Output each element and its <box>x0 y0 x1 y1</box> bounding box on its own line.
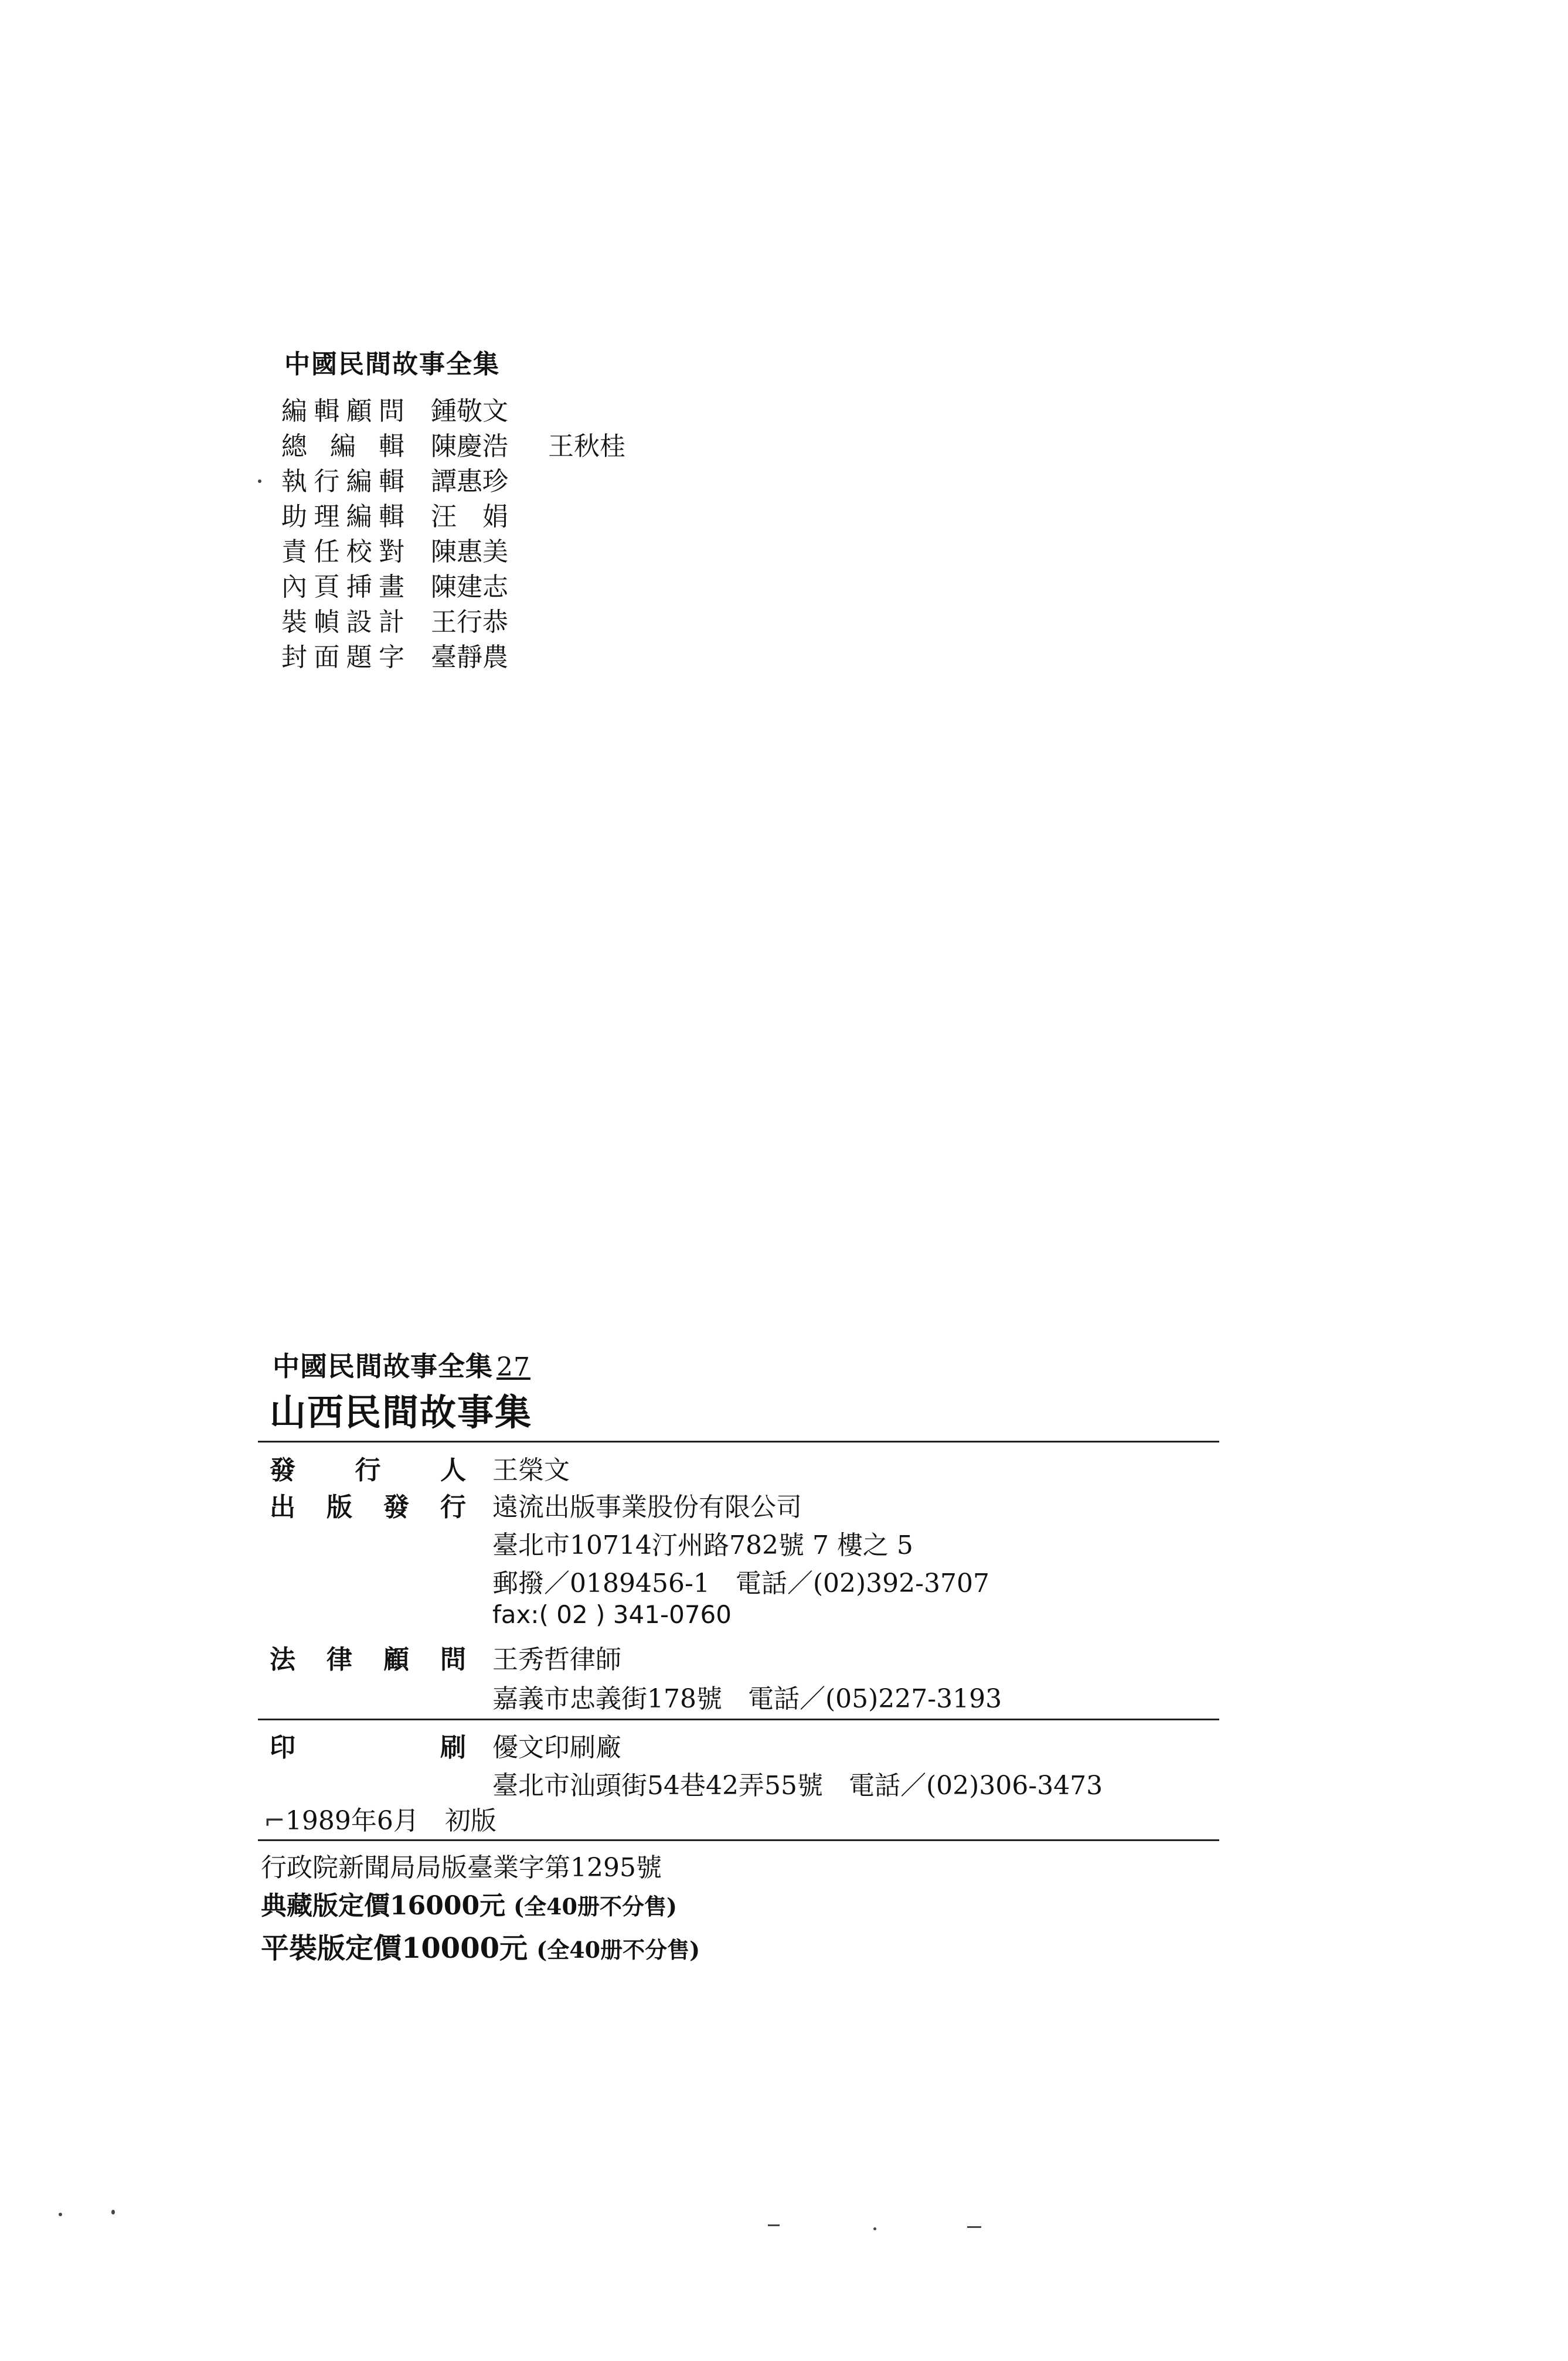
credit-name: 汪 娟 <box>431 502 508 532</box>
printer-name: 優文印刷廠 <box>492 1733 621 1763</box>
publisher-line <box>270 1449 1208 1484</box>
credit-name: 鍾敬文 <box>431 396 508 426</box>
scan-speck <box>258 479 261 483</box>
company-address: 臺北市10714汀州路782號 7 樓之 5 <box>492 1530 913 1560</box>
publisher-label: 發行人 <box>270 1455 466 1485</box>
scan-speck <box>967 2226 981 2228</box>
publisher-name: 王榮文 <box>492 1455 570 1485</box>
credit-role: 裝幀設計 <box>281 607 404 637</box>
credit-role: 編輯顧問 <box>281 396 404 426</box>
scan-speck <box>873 2227 876 2230</box>
colophon-series-name: 中國民間故事全集 <box>273 1350 493 1382</box>
scan-speck <box>111 2210 115 2214</box>
credit-name: 譚惠珍 <box>431 467 508 496</box>
price-deluxe-line <box>261 1884 677 1922</box>
rule-bottom <box>258 1839 1219 1841</box>
legal-name: 王秀哲律師 <box>492 1645 621 1675</box>
price-deluxe-note: (全40册不分售) <box>513 1893 677 1920</box>
edition-text: 1989年6月 初版 <box>285 1806 496 1836</box>
credit-name: 王行恭 <box>431 607 508 637</box>
legal-address: 嘉義市忠義街178號 電話／(05)227-3193 <box>492 1684 1002 1714</box>
edition-mark: ⌐ <box>264 1806 285 1836</box>
credit-role: 封面題字 <box>281 642 404 672</box>
postal-phone: 郵撥／0189456-1 電話／(02)392-3707 <box>492 1569 989 1598</box>
printer-label: 印刷 <box>270 1733 466 1763</box>
price-paperback: 平裝版定價10000元 <box>261 1932 528 1965</box>
edition-line <box>264 1799 496 1837</box>
credit-name: 臺靜農 <box>431 642 508 672</box>
scan-speck <box>59 2213 62 2216</box>
credit-role: 執行編輯 <box>281 467 404 496</box>
printer-address: 臺北市汕頭街54巷42弄55號 電話／(02)306-3473 <box>492 1771 1103 1801</box>
legal-label: 法律顧問 <box>270 1645 466 1675</box>
printer-line <box>270 1726 1208 1761</box>
rule-top <box>258 1441 1219 1443</box>
series-title: 中國民間故事全集 <box>284 349 500 379</box>
distribution-label: 出版發行 <box>270 1492 466 1522</box>
volume-number: 27 <box>496 1352 530 1382</box>
registration-number: 行政院新聞局局版臺業字第1295號 <box>261 1853 662 1883</box>
colophon-series <box>273 1345 530 1384</box>
credit-role: 總編輯 <box>281 431 404 461</box>
company-name: 遠流出版事業股份有限公司 <box>492 1492 802 1522</box>
credit-role: 責任校對 <box>281 537 404 567</box>
credit-name-second: 王秋桂 <box>548 431 625 461</box>
credit-name: 陳惠美 <box>431 537 508 567</box>
credit-name: 陳建志 <box>431 572 508 602</box>
credit-role: 助理編輯 <box>281 502 404 532</box>
price-paperback-note: (全40册不分售) <box>536 1937 700 1963</box>
legal-line <box>270 1638 1208 1673</box>
fax-number: fax:( 02 ) 341-0760 <box>492 1600 732 1629</box>
rule-middle <box>258 1719 1219 1720</box>
price-paperback-line <box>261 1925 700 1966</box>
price-deluxe: 典藏版定價16000元 <box>261 1891 506 1921</box>
book-title: 山西民間故事集 <box>270 1391 533 1434</box>
scan-speck <box>768 2224 780 2226</box>
distribution-line <box>270 1486 1208 1521</box>
credit-role: 內頁挿畫 <box>281 572 404 602</box>
credit-name: 陳慶浩 <box>431 431 508 461</box>
